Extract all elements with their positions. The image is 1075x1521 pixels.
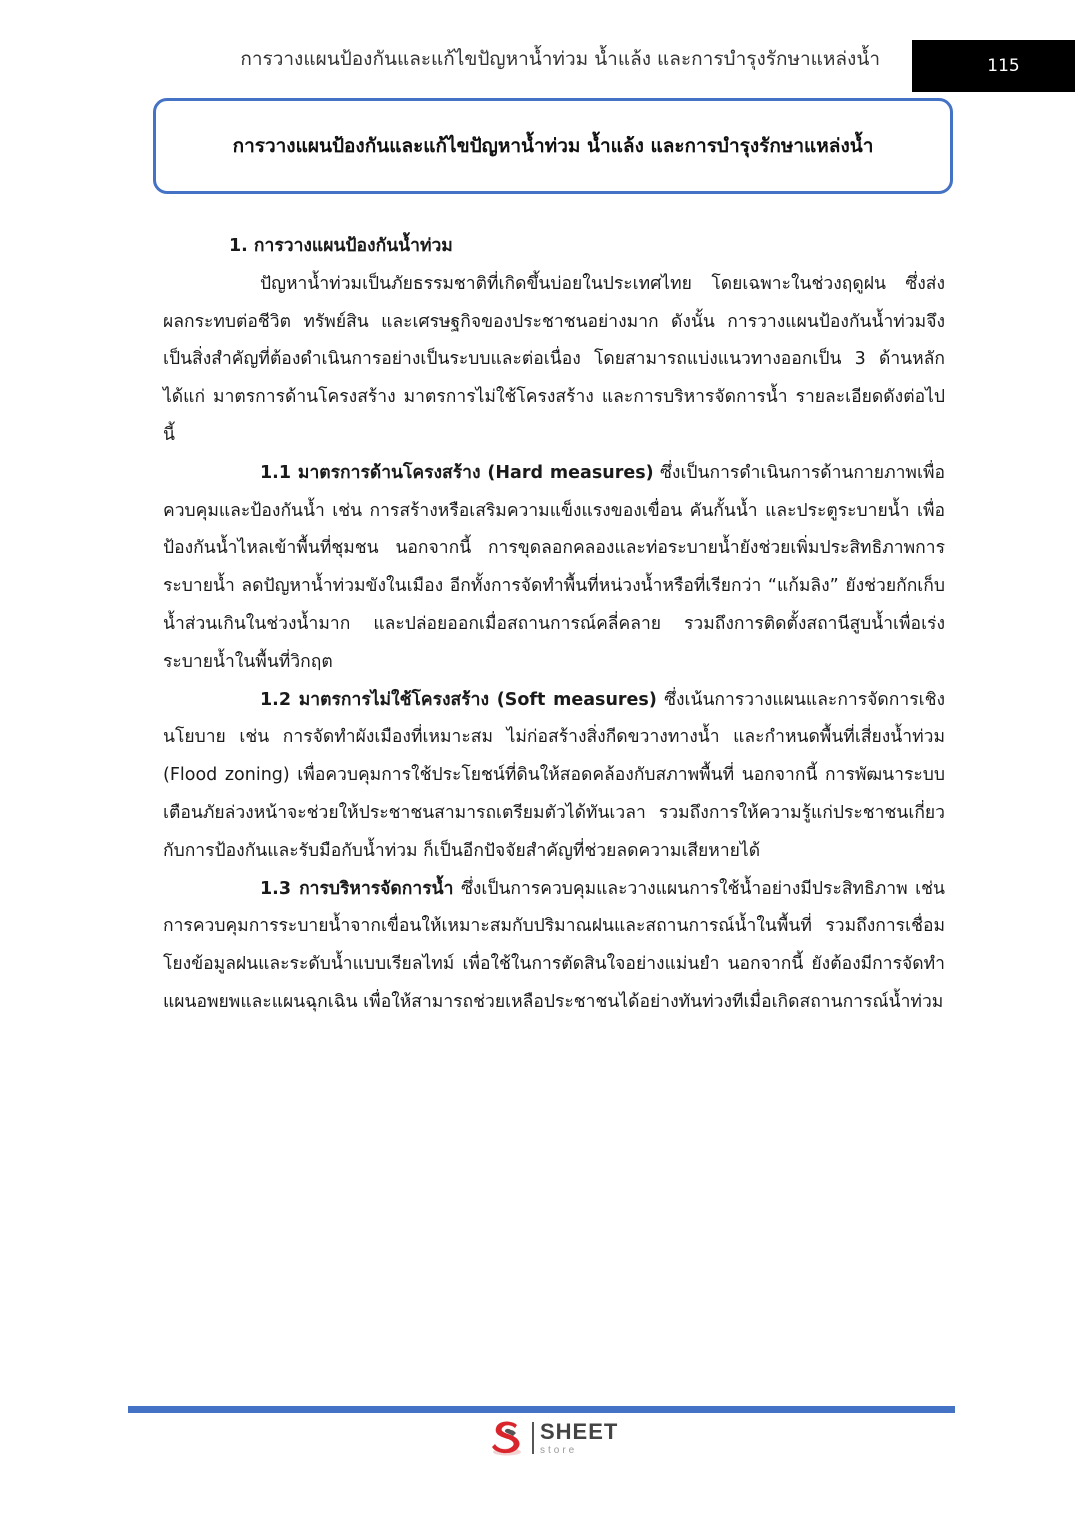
paragraph-hard-measures <box>163 455 945 682</box>
paragraph-soft-measures <box>163 682 945 871</box>
footer-logo <box>490 1418 618 1458</box>
page-number: 115 <box>987 56 1020 76</box>
body-water-management: ซึ่งเป็นการควบคุมและวางแผนการใช้น้ำอย่างมีประสิทธิภาพ เช่น การควบคุมการระบายน้ำจากเขื่อนให้เหมาะสมกับปริมาณฝนและสถานการณ์น้ำในพื้นที่ รวมถึงการเชื่อมโยงข้อมูลฝนและระดับน้ำแบบเรียลไทม์ เพื่อใช้ในการตัดสินใจอย่างแม่นยำ นอกจากนี้ ยังต้องมีการจัดทำแผนอพยพและแผนฉุกเฉิน เพื่อให้สามารถช่วยเหลือประชาชนได้อย่างทันท่วงทีเมื่อเกิดสถานการณ์น้ำท่วม <box>163 878 945 1012</box>
page-number-box <box>912 40 1075 92</box>
section-heading: 1. การวางแผนป้องกันน้ำท่วม <box>229 236 453 256</box>
body-hard-measures: ซึ่งเป็นการดำเนินการด้านกายภาพเพื่อควบคุมและป้องกันน้ำ เช่น การสร้างหรือเสริมความแข็งแรงของเขื่อน คันกั้นน้ำ และประตูระบายน้ำ เพื่อป้องกันน้ำไหลเข้าพื้นที่ชุมชน นอกจากนี้ การขุดลอกคลองและท่อระบายน้ำยังช่วยเพิ่มประสิทธิภาพการระบายน้ำ ลดปัญหาน้ำท่วมขังในเมือง อีกทั้งการจัดทำพื้นที่หน่วงน้ำหรือที่เรียกว่า “แก้มลิง” ยังช่วยกักเก็บน้ำส่วนเกินในช่วงน้ำมาก และปล่อยออกเมื่อสถานการณ์คลี่คลาย รวมถึงการติดตั้งสถานีสูบน้ำเพื่อเร่งระบายน้ำในพื้นที่วิกฤต <box>163 462 945 672</box>
subheading-water-management: 1.3 การบริหารจัดการน้ำ <box>260 878 454 899</box>
paragraph-water-management <box>163 871 945 1022</box>
sheet-store-logo-icon <box>490 1419 524 1457</box>
subheading-soft-measures: 1.2 มาตรการไม่ใช้โครงสร้าง (Soft measures) <box>260 689 657 710</box>
main-content <box>163 228 945 1022</box>
running-header-title: การวางแผนป้องกันและแก้ไขปัญหาน้ำท่วม น้ำแล้ง และการบำรุงรักษาแหล่งน้ำ <box>240 48 880 70</box>
body-soft-measures: ซึ่งเน้นการวางแผนและการจัดการเชิงนโยบาย เช่น การจัดทำผังเมืองที่เหมาะสม ไม่ก่อสร้างสิ่งกีดขวางทางน้ำ และกำหนดพื้นที่เสี่ยงน้ำท่วม (Flood zoning) เพื่อควบคุมการใช้ประโยชน์ที่ดินให้สอดคล้องกับสภาพพื้นที่ นอกจากนี้ การพัฒนาระบบเตือนภัยล่วงหน้าจะช่วยให้ประชาชนสามารถเตรียมตัวได้ทันเวลา รวมถึงการให้ความรู้แก่ประชาชนเกี่ยวกับการป้องกันและรับมือกับน้ำท่วม ก็เป็นอีกปัจจัยสำคัญที่ช่วยลดความเสียหายได้ <box>163 689 946 861</box>
logo-word: SHEET <box>540 1419 619 1444</box>
footer-divider-line <box>128 1406 955 1413</box>
intro-paragraph: ปัญหาน้ำท่วมเป็นภัยธรรมชาติที่เกิดขึ้นบ่อยในประเทศไทย โดยเฉพาะในช่วงฤดูฝน ซึ่งส่งผลกระทบต่อชีวิต ทรัพย์สิน และเศรษฐกิจของประชาชนอย่างมาก ดังนั้น การวางแผนป้องกันน้ำท่วมจึงเป็นสิ่งสำคัญที่ต้องดำเนินการอย่างเป็นระบบและต่อเนื่อง โดยสามารถแบ่งแนวทางออกเป็น 3 ด้านหลัก ได้แก่ มาตรการด้านโครงสร้าง มาตรการไม่ใช้โครงสร้าง และการบริหารจัดการน้ำ รายละเอียดดังต่อไปนี้ <box>163 273 945 445</box>
logo-divider <box>532 1422 534 1454</box>
title-box <box>153 98 953 194</box>
logo-subtext: store <box>540 1445 578 1456</box>
chapter-title: การวางแผนป้องกันและแก้ไขปัญหาน้ำท่วม น้ำแล้ง และการบำรุงรักษาแหล่งน้ำ <box>232 135 874 157</box>
logo-text <box>540 1418 618 1458</box>
subheading-hard-measures: 1.1 มาตรการด้านโครงสร้าง (Hard measures) <box>260 462 654 483</box>
